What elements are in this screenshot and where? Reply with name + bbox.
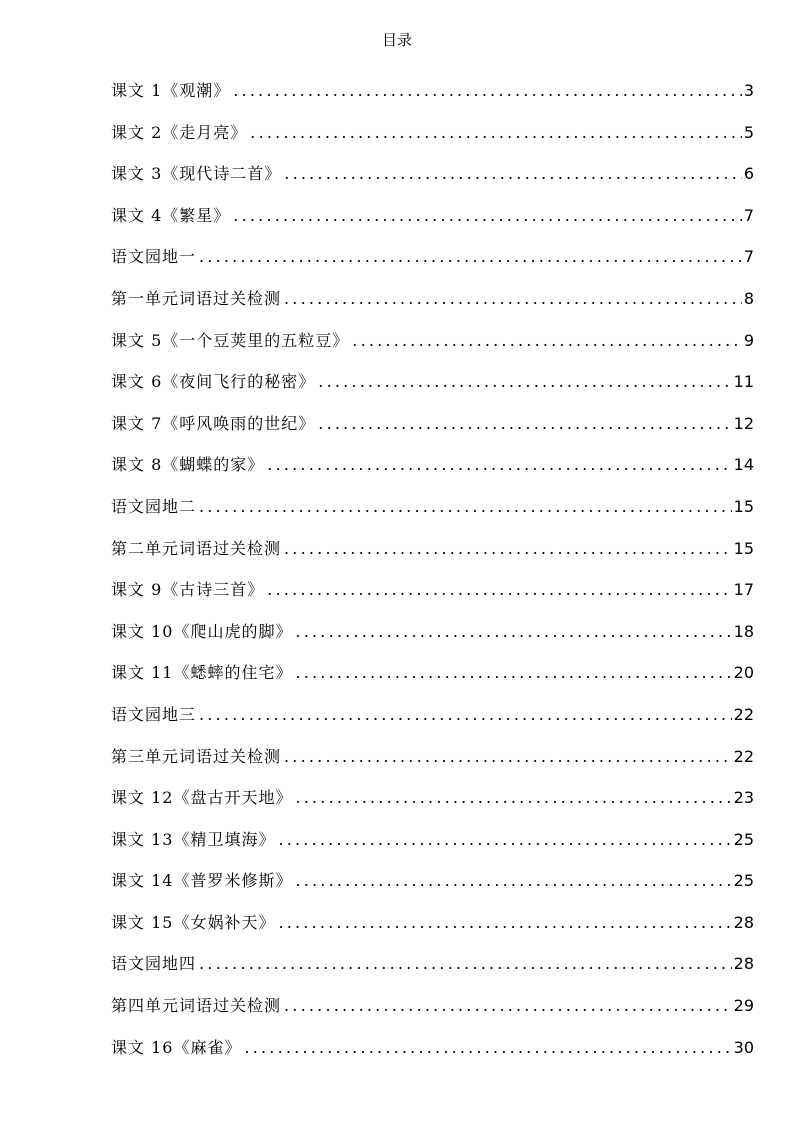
toc-entry-page: 15 bbox=[733, 496, 754, 516]
toc-entry-label: 语文园地一 bbox=[111, 247, 197, 267]
toc-entry-label: 课文 7《呼风唤雨的世纪》 bbox=[111, 413, 316, 433]
toc-leader-dots bbox=[284, 537, 732, 561]
toc-entry-page: 9 bbox=[743, 330, 754, 350]
toc-entry-page: 22 bbox=[733, 704, 754, 724]
toc-entry-page: 25 bbox=[733, 829, 754, 849]
toc-entry-label: 课文 12《盘古开天地》 bbox=[111, 788, 293, 808]
toc-entry-page: 28 bbox=[733, 912, 754, 932]
toc-entry-label: 课文 6《夜间飞行的秘密》 bbox=[111, 372, 316, 392]
toc-entry[interactable] bbox=[111, 329, 754, 371]
toc-entry-page: 5 bbox=[743, 122, 754, 142]
toc-entry-label: 第二单元词语过关检测 bbox=[111, 538, 282, 558]
toc-entry-page: 7 bbox=[743, 205, 754, 225]
toc-entry-label: 第四单元词语过关检测 bbox=[111, 996, 282, 1016]
toc-entry-page: 12 bbox=[733, 413, 754, 433]
toc-entry[interactable] bbox=[111, 661, 754, 703]
toc-leader-dots bbox=[318, 370, 731, 394]
toc-entry-label: 课文 1《观潮》 bbox=[111, 81, 231, 100]
toc-entry-label: 课文 13《精卫填海》 bbox=[111, 829, 276, 849]
toc-entry-label: 课文 5《一个豆荚里的五粒豆》 bbox=[111, 330, 350, 350]
toc-entry[interactable] bbox=[111, 786, 754, 828]
toc-entry[interactable] bbox=[111, 620, 754, 662]
toc-leader-dots bbox=[267, 578, 731, 602]
toc-entry-page: 18 bbox=[733, 621, 754, 641]
toc-entry-label: 课文 3《现代诗二首》 bbox=[111, 164, 282, 184]
toc-entry-page: 17 bbox=[733, 580, 754, 600]
toc-entry[interactable] bbox=[111, 162, 754, 204]
toc-entry-page: 15 bbox=[733, 538, 754, 558]
toc-entry-page: 7 bbox=[743, 247, 754, 267]
toc-entry-label: 课文 14《普罗米修斯》 bbox=[111, 871, 293, 891]
toc-leader-dots bbox=[284, 745, 732, 769]
toc-leader-dots bbox=[233, 204, 742, 228]
toc-entry-page: 30 bbox=[733, 1037, 754, 1057]
toc-leader-dots bbox=[295, 786, 731, 810]
toc-entry[interactable] bbox=[111, 578, 754, 620]
toc-entry[interactable] bbox=[111, 453, 754, 495]
toc-entry-label: 课文 10《爬山虎的脚》 bbox=[111, 621, 293, 641]
toc-entry[interactable] bbox=[111, 745, 754, 787]
toc-entry-page: 11 bbox=[733, 372, 754, 392]
toc-entry-page: 22 bbox=[733, 746, 754, 766]
toc-entry[interactable] bbox=[111, 703, 754, 745]
toc-entry[interactable] bbox=[111, 412, 754, 454]
toc-leader-dots bbox=[199, 495, 732, 519]
toc-leader-dots bbox=[295, 869, 731, 893]
toc-entry-label: 第一单元词语过关检测 bbox=[111, 288, 282, 308]
toc-entry-page: 23 bbox=[733, 788, 754, 808]
toc-entry-page: 8 bbox=[743, 288, 754, 308]
toc-entry[interactable] bbox=[111, 370, 754, 412]
toc-leader-dots bbox=[267, 453, 731, 477]
toc-entry-label: 课文 8《蝴蝶的家》 bbox=[111, 455, 265, 475]
toc-leader-dots bbox=[199, 703, 732, 727]
toc-entry-label: 课文 2《走月亮》 bbox=[111, 122, 248, 142]
toc-list bbox=[111, 79, 754, 1077]
toc-entry[interactable] bbox=[111, 204, 754, 246]
toc-leader-dots bbox=[284, 287, 742, 311]
toc-entry[interactable] bbox=[111, 287, 754, 329]
toc-entry-page: 20 bbox=[733, 663, 754, 683]
toc-entry-label: 第三单元词语过关检测 bbox=[111, 746, 282, 766]
toc-entry-page: 29 bbox=[733, 996, 754, 1016]
toc-leader-dots bbox=[295, 661, 731, 685]
toc-leader-dots bbox=[284, 162, 742, 186]
toc-entry[interactable] bbox=[111, 869, 754, 911]
toc-entry-label: 语文园地二 bbox=[111, 496, 197, 516]
toc-entry-page: 6 bbox=[743, 164, 754, 184]
toc-leader-dots bbox=[284, 994, 732, 1018]
toc-leader-dots bbox=[199, 245, 742, 269]
toc-entry[interactable] bbox=[111, 495, 754, 537]
toc-entry[interactable] bbox=[111, 79, 754, 121]
toc-entry-label: 语文园地四 bbox=[111, 954, 197, 974]
toc-entry-page: 25 bbox=[733, 871, 754, 891]
toc-entry-page: 3 bbox=[743, 81, 754, 100]
toc-leader-dots bbox=[278, 828, 731, 852]
toc-entry[interactable] bbox=[111, 952, 754, 994]
toc-entry-label: 课文 4《繁星》 bbox=[111, 205, 231, 225]
toc-entry[interactable] bbox=[111, 994, 754, 1036]
toc-leader-dots bbox=[233, 79, 742, 103]
toc-title: 目录 bbox=[381, 31, 412, 49]
toc-leader-dots bbox=[352, 329, 742, 353]
toc-leader-dots bbox=[278, 911, 731, 935]
toc-entry-label: 课文 9《古诗三首》 bbox=[111, 580, 265, 600]
toc-entry-page: 28 bbox=[733, 954, 754, 974]
toc-leader-dots bbox=[244, 1036, 731, 1060]
toc-entry-label: 课文 15《女娲补天》 bbox=[111, 912, 276, 932]
toc-leader-dots bbox=[318, 412, 731, 436]
toc-entry-page: 14 bbox=[733, 455, 754, 475]
toc-entry-label: 课文 11《蟋蟀的住宅》 bbox=[111, 663, 293, 683]
toc-entry[interactable] bbox=[111, 911, 754, 953]
toc-entry-label: 课文 16《麻雀》 bbox=[111, 1037, 242, 1057]
toc-entry[interactable] bbox=[111, 245, 754, 287]
toc-entry[interactable] bbox=[111, 537, 754, 579]
toc-leader-dots bbox=[199, 952, 732, 976]
toc-entry-label: 语文园地三 bbox=[111, 704, 197, 724]
toc-leader-dots bbox=[295, 620, 731, 644]
toc-entry[interactable] bbox=[111, 121, 754, 163]
toc-leader-dots bbox=[250, 121, 742, 145]
toc-entry[interactable] bbox=[111, 828, 754, 870]
toc-entry[interactable] bbox=[111, 1036, 754, 1078]
